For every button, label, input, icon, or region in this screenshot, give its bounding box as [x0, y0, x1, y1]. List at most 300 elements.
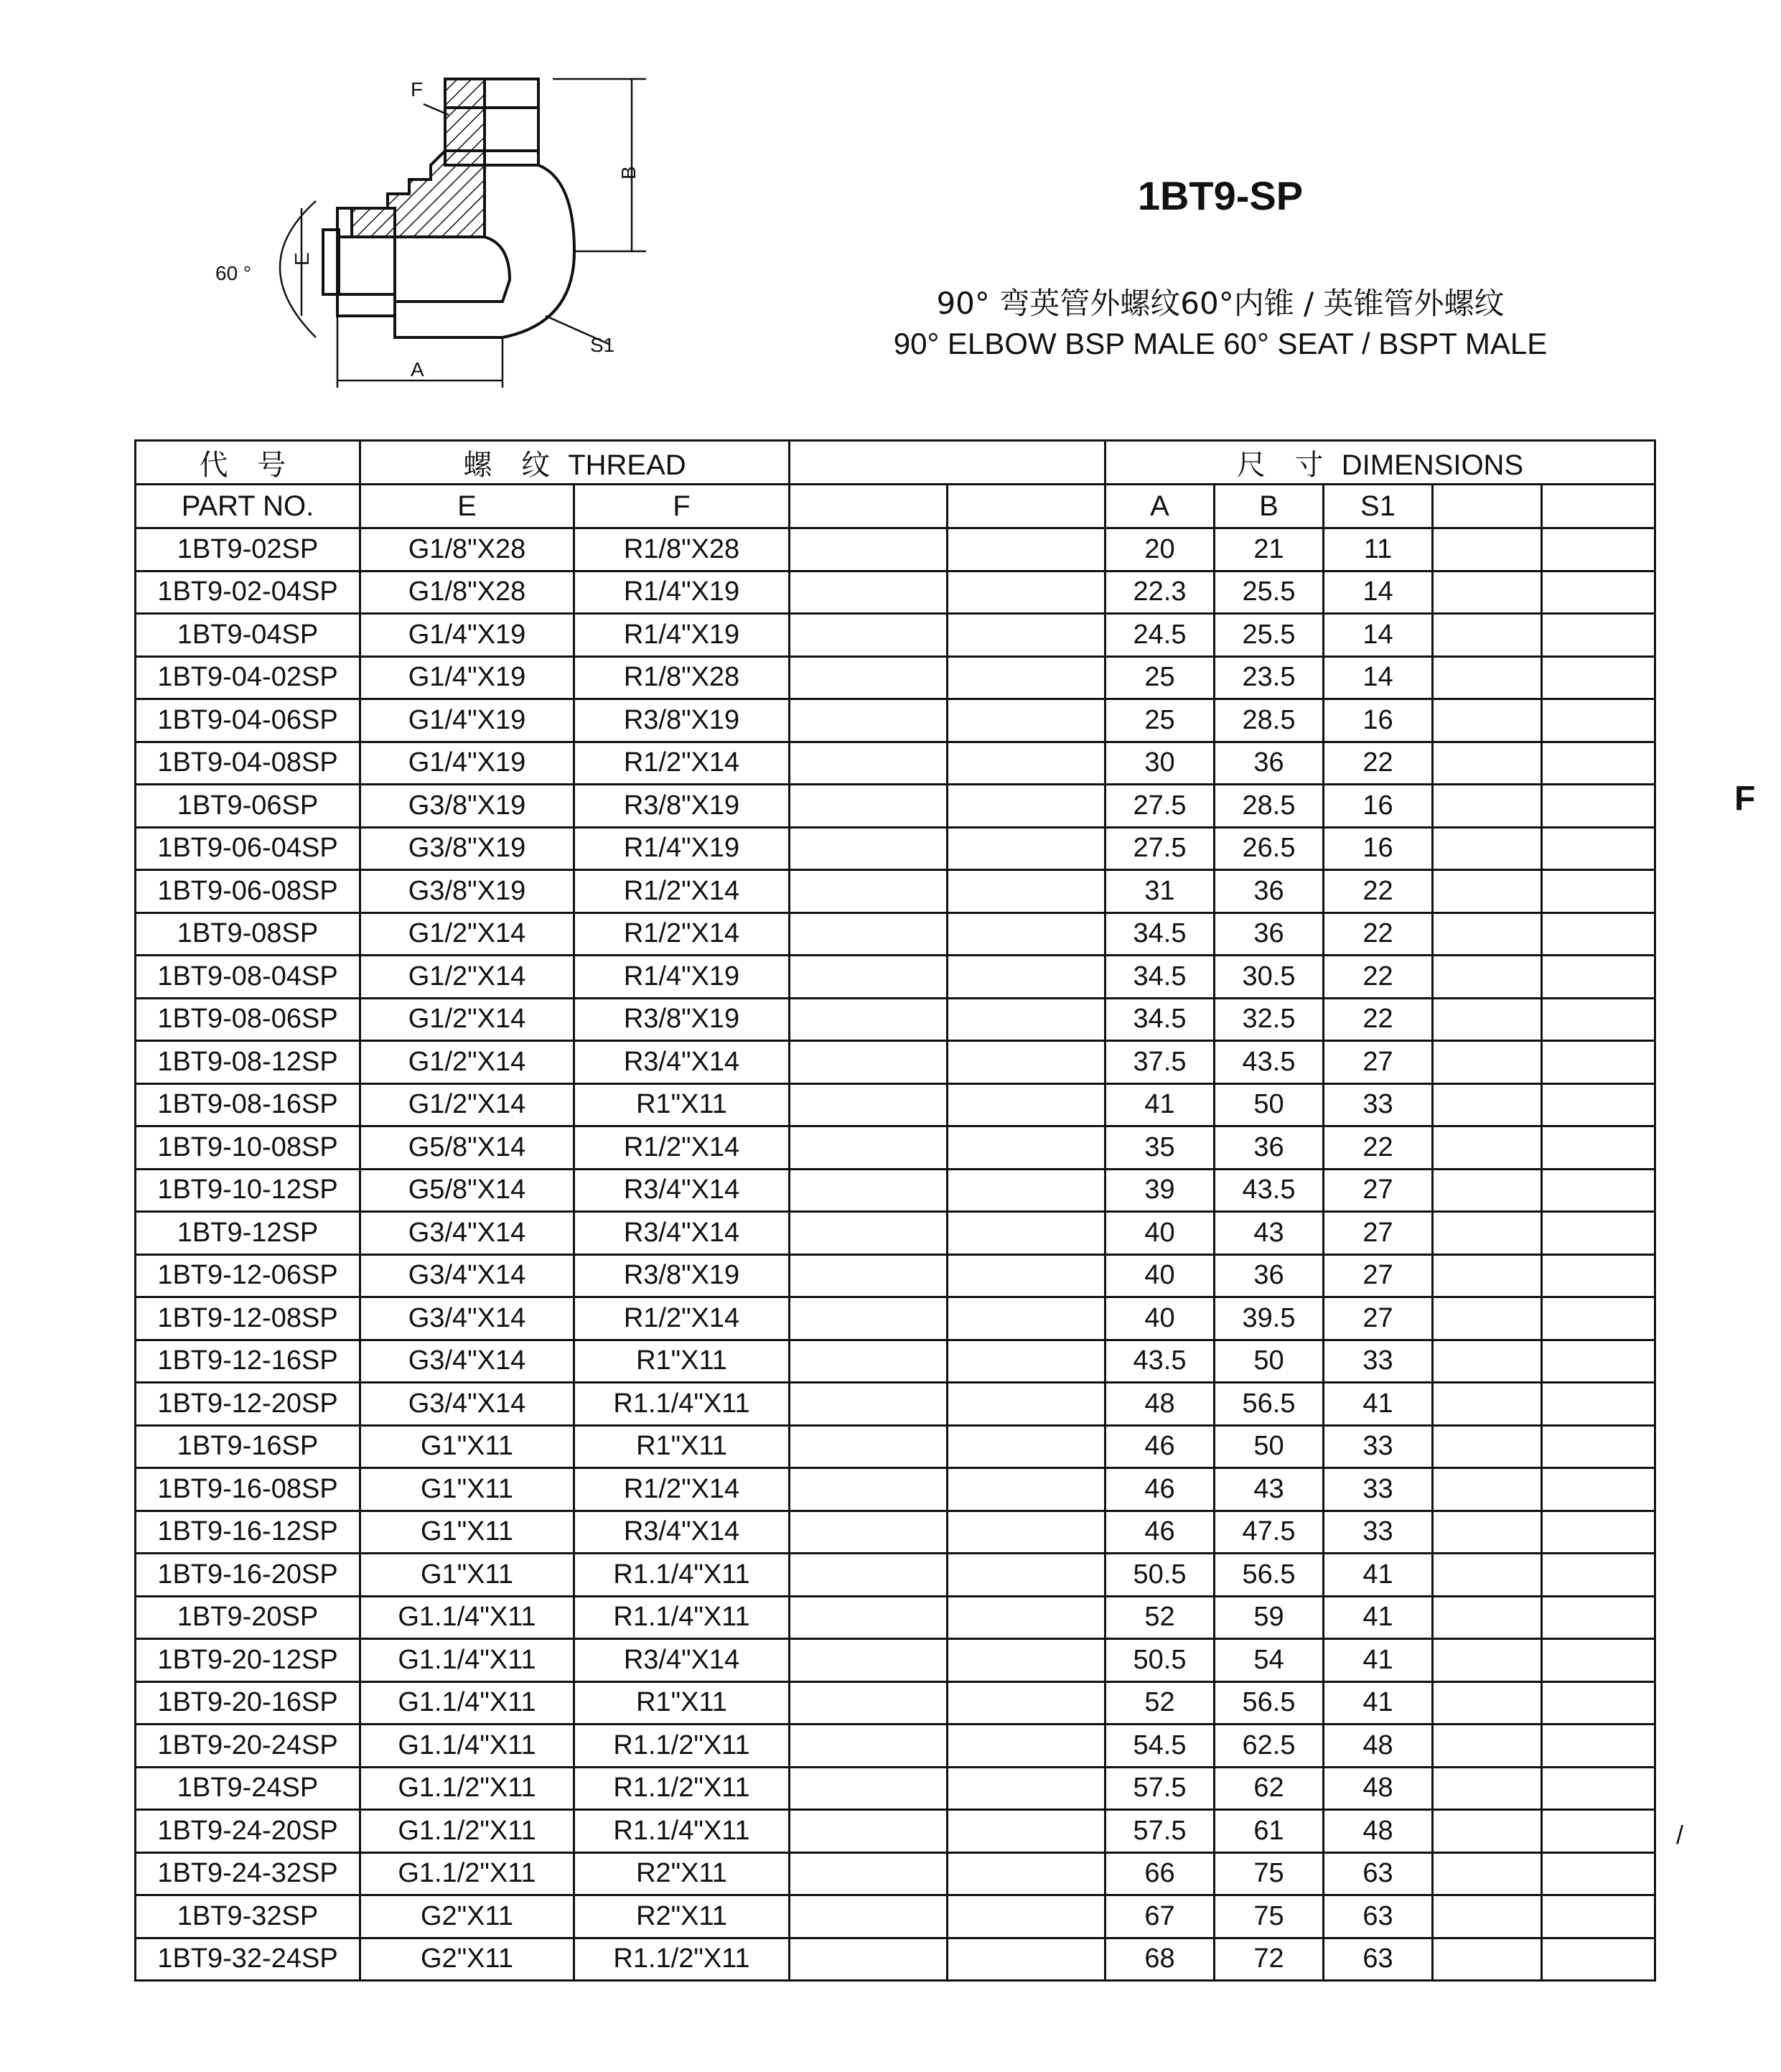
blank-cell: [1433, 1340, 1542, 1383]
thread-f-cell: R3/4"X14: [574, 1212, 790, 1255]
blank-col-header: [948, 485, 1105, 528]
thread-cn: 螺 纹: [463, 448, 561, 482]
blank-cell: [948, 1041, 1105, 1084]
dim-b-cell: 47.5: [1215, 1511, 1324, 1554]
thread-f-cell: R1/2"X14: [574, 1297, 790, 1340]
part-no-cell: 1BT9-32SP: [136, 1895, 360, 1938]
dim-s1-cell: 27: [1324, 1297, 1433, 1340]
blank-cell: [1433, 1425, 1542, 1468]
thread-f-cell: R1/2"X14: [574, 1126, 790, 1170]
dim-a-cell: 46: [1105, 1468, 1215, 1511]
stray-mark: /: [1676, 1820, 1684, 1849]
table-row: [136, 998, 1655, 1041]
thread-f-cell: R3/4"X14: [574, 1041, 790, 1084]
blank-cell: [790, 1083, 948, 1126]
table-row: [136, 785, 1655, 828]
label-e: E: [291, 252, 313, 266]
dim-a-cell: 68: [1105, 1938, 1215, 1981]
dim-b-cell: 36: [1215, 1126, 1324, 1170]
thread-f-cell: R1.1/2"X11: [574, 1938, 790, 1981]
blank-cell: [1433, 1297, 1542, 1340]
thread-f-cell: R3/8"X19: [574, 785, 790, 828]
thread-e-cell: G3/4"X14: [360, 1383, 574, 1426]
thread-f-cell: R2"X11: [574, 1895, 790, 1938]
blank-cell: [948, 1938, 1105, 1981]
thread-e-cell: G1"X11: [360, 1468, 574, 1511]
col-f-header: F: [574, 485, 790, 528]
blank-cell: [1542, 1639, 1655, 1682]
table-row: [136, 913, 1655, 956]
dim-a-cell: 52: [1105, 1596, 1215, 1639]
dims-cn: 尺 寸: [1236, 448, 1334, 482]
thread-f-cell: R1/4"X19: [574, 614, 790, 657]
blank-cell: [1433, 1596, 1542, 1639]
dim-a-cell: 40: [1105, 1212, 1215, 1255]
thread-e-cell: G3/8"X19: [360, 827, 574, 870]
table-row: [136, 1297, 1655, 1340]
thread-f-cell: R3/4"X14: [574, 1169, 790, 1212]
dim-b-cell: 36: [1215, 742, 1324, 785]
table-row: [136, 1895, 1655, 1938]
blank-cell: [1433, 1383, 1542, 1426]
blank-cell: [1433, 1169, 1542, 1212]
thread-e-cell: G3/8"X19: [360, 870, 574, 913]
thread-e-cell: G1/2"X14: [360, 998, 574, 1041]
blank-cell: [1542, 1852, 1655, 1895]
dim-s1-cell: 48: [1324, 1725, 1433, 1768]
blank-cell: [790, 1041, 948, 1084]
blank-cell: [1542, 656, 1655, 699]
blank-cell: [790, 1254, 948, 1297]
dim-s1-cell: 14: [1324, 656, 1433, 699]
blank-cell: [1542, 1468, 1655, 1511]
blank-cell: [1433, 614, 1542, 657]
blank-cell: [948, 1126, 1105, 1170]
dim-s1-cell: 22: [1324, 1126, 1433, 1170]
blank-cell: [790, 1639, 948, 1682]
blank-cell: [790, 1767, 948, 1810]
dim-b-cell: 75: [1215, 1895, 1324, 1938]
blank-cell: [948, 1554, 1105, 1597]
dim-a-cell: 27.5: [1105, 827, 1215, 870]
blank-cell: [790, 1212, 948, 1255]
dim-s1-cell: 27: [1324, 1169, 1433, 1212]
part-no-cell: 1BT9-04-02SP: [136, 656, 360, 699]
dim-s1-cell: 22: [1324, 870, 1433, 913]
dim-s1-cell: 33: [1324, 1425, 1433, 1468]
blank-col-header: [790, 485, 948, 528]
blank-cell: [1542, 785, 1655, 828]
thread-e-cell: G2"X11: [360, 1895, 574, 1938]
part-no-cell: 1BT9-24SP: [136, 1767, 360, 1810]
blank-cell: [1433, 1895, 1542, 1938]
dim-b-cell: 32.5: [1215, 998, 1324, 1041]
blank-cell: [790, 1681, 948, 1725]
blank-cell: [948, 1340, 1105, 1383]
blank-cell: [1542, 1810, 1655, 1853]
col-e-header: E: [360, 485, 574, 528]
dim-a-cell: 24.5: [1105, 614, 1215, 657]
part-no-cell: 1BT9-16-08SP: [136, 1468, 360, 1511]
part-no-cell: 1BT9-32-24SP: [136, 1938, 360, 1981]
thread-f-cell: R1/4"X19: [574, 956, 790, 999]
dim-b-cell: 39.5: [1215, 1297, 1324, 1340]
dim-s1-cell: 33: [1324, 1340, 1433, 1383]
blank-cell: [790, 742, 948, 785]
thread-e-cell: G3/8"X19: [360, 785, 574, 828]
blank-cell: [1433, 1041, 1542, 1084]
blank-cell: [1542, 528, 1655, 571]
blank-cell: [790, 1126, 948, 1170]
thread-e-cell: G1.1/4"X11: [360, 1681, 574, 1725]
part-no-cell: 1BT9-04-08SP: [136, 742, 360, 785]
dim-a-cell: 34.5: [1105, 913, 1215, 956]
blank-cell: [1542, 998, 1655, 1041]
part-no-cell: 1BT9-02SP: [136, 528, 360, 571]
dim-b-cell: 28.5: [1215, 785, 1324, 828]
thread-e-cell: G3/4"X14: [360, 1297, 574, 1340]
blank-cell: [790, 1810, 948, 1853]
blank-cell: [790, 1297, 948, 1340]
blank-cell: [1433, 1126, 1542, 1170]
blank-cell: [1542, 1254, 1655, 1297]
table-row: [136, 1425, 1655, 1468]
table-row: [136, 1938, 1655, 1981]
blank-cell: [790, 528, 948, 571]
blank-cell: [948, 1639, 1105, 1682]
dim-a-cell: 20: [1105, 528, 1215, 571]
blank-cell: [790, 571, 948, 614]
blank-cell: [1542, 1340, 1655, 1383]
dim-s1-cell: 33: [1324, 1468, 1433, 1511]
dim-b-cell: 50: [1215, 1083, 1324, 1126]
blank-cell: [1542, 1169, 1655, 1212]
dim-b-cell: 72: [1215, 1938, 1324, 1981]
fitting-outline: [323, 79, 574, 337]
dim-b-cell: 50: [1215, 1340, 1324, 1383]
blank-cell: [1542, 1083, 1655, 1126]
dim-b-cell: 62: [1215, 1767, 1324, 1810]
blank-cell: [1433, 1254, 1542, 1297]
dim-b-cell: 56.5: [1215, 1681, 1324, 1725]
blank-cell: [1542, 913, 1655, 956]
dim-a-cell: 39: [1105, 1169, 1215, 1212]
blank-cell: [948, 1767, 1105, 1810]
table-row: [136, 1212, 1655, 1255]
thread-f-cell: R1/2"X14: [574, 742, 790, 785]
blank-cell: [1542, 614, 1655, 657]
table-row: [136, 1681, 1655, 1725]
thread-e-cell: G2"X11: [360, 1938, 574, 1981]
table-row: [136, 1083, 1655, 1126]
blank-cell: [1542, 699, 1655, 742]
blank-cell: [1542, 1297, 1655, 1340]
thread-e-cell: G3/4"X14: [360, 1212, 574, 1255]
blank-cell: [790, 998, 948, 1041]
part-no-cell: 1BT9-04-06SP: [136, 699, 360, 742]
blank-cell: [1542, 1596, 1655, 1639]
part-no-cn: 代 号: [199, 448, 296, 482]
dim-s1-cell: 27: [1324, 1212, 1433, 1255]
dim-s1-cell: 14: [1324, 614, 1433, 657]
dim-a-cell: 67: [1105, 1895, 1215, 1938]
part-no-cell: 1BT9-16-20SP: [136, 1554, 360, 1597]
dim-a-cell: 57.5: [1105, 1767, 1215, 1810]
thread-e-cell: G1/8"X28: [360, 571, 574, 614]
dim-s1-cell: 41: [1324, 1596, 1433, 1639]
dim-s1-cell: 41: [1324, 1383, 1433, 1426]
dim-s1-cell: 48: [1324, 1810, 1433, 1853]
blank-cell: [790, 1596, 948, 1639]
blank-cell: [948, 1681, 1105, 1725]
dim-a-cell: 30: [1105, 742, 1215, 785]
blank-cell: [1542, 1681, 1655, 1725]
dim-a-cell: 31: [1105, 870, 1215, 913]
blank-cell: [948, 528, 1105, 571]
table-row: [136, 614, 1655, 657]
dim-s1-cell: 22: [1324, 998, 1433, 1041]
table-row: [136, 1810, 1655, 1853]
blank-cell: [1433, 1554, 1542, 1597]
dim-a-cell: 25: [1105, 656, 1215, 699]
blank-cell: [790, 1468, 948, 1511]
blank-cell: [1433, 913, 1542, 956]
blank-cell: [1433, 827, 1542, 870]
thread-e-cell: G1/4"X19: [360, 699, 574, 742]
dim-s1-cell: 16: [1324, 785, 1433, 828]
blank-cell: [948, 1083, 1105, 1126]
table-row: [136, 528, 1655, 571]
dim-a-cell: 50.5: [1105, 1639, 1215, 1682]
dim-b-cell: 54: [1215, 1639, 1324, 1682]
part-no-cell: 1BT9-12-08SP: [136, 1297, 360, 1340]
part-no-cell: 1BT9-10-12SP: [136, 1169, 360, 1212]
dim-a-cell: 35: [1105, 1126, 1215, 1170]
table-row: [136, 827, 1655, 870]
dim-b-cell: 43.5: [1215, 1169, 1324, 1212]
thread-e-cell: G1.1/4"X11: [360, 1725, 574, 1768]
blank-cell: [948, 1596, 1105, 1639]
blank-cell: [1542, 1126, 1655, 1170]
dim-s1-cell: 41: [1324, 1681, 1433, 1725]
part-no-cell: 1BT9-12-16SP: [136, 1340, 360, 1383]
dim-s1-cell: 63: [1324, 1852, 1433, 1895]
blank-cell: [1542, 1212, 1655, 1255]
part-no-cell: 1BT9-06-08SP: [136, 870, 360, 913]
table-row: [136, 656, 1655, 699]
blank-cell: [1542, 1938, 1655, 1981]
part-no-cell: 1BT9-20SP: [136, 1596, 360, 1639]
dim-s1-cell: 11: [1324, 528, 1433, 571]
table-row: [136, 1169, 1655, 1212]
dim-b-cell: 36: [1215, 870, 1324, 913]
blank-cell: [948, 785, 1105, 828]
thread-e-cell: G1.1/2"X11: [360, 1810, 574, 1853]
dim-b-cell: 23.5: [1215, 656, 1324, 699]
blank-cell: [790, 1169, 948, 1212]
dim-a-cell: 54.5: [1105, 1725, 1215, 1768]
blank-cell: [1433, 1468, 1542, 1511]
blank-cell: [1542, 870, 1655, 913]
dim-a-cell: 50.5: [1105, 1554, 1215, 1597]
blank-cell: [1542, 1511, 1655, 1554]
thread-e-cell: G5/8"X14: [360, 1126, 574, 1170]
dim-b-cell: 36: [1215, 913, 1324, 956]
dim-a-cell: 40: [1105, 1254, 1215, 1297]
part-no-cell: 1BT9-04SP: [136, 614, 360, 657]
blank-cell: [948, 1725, 1105, 1768]
blank-cell: [948, 742, 1105, 785]
dim-a-cell: 66: [1105, 1852, 1215, 1895]
dim-a-cell: 34.5: [1105, 956, 1215, 999]
table-row: [136, 1468, 1655, 1511]
thread-e-cell: G1/2"X14: [360, 956, 574, 999]
blank-cell: [790, 785, 948, 828]
blank-cell: [1433, 571, 1542, 614]
part-no-cell: 1BT9-06-04SP: [136, 827, 360, 870]
header-row-1: [136, 441, 1655, 485]
thread-f-cell: R3/4"X14: [574, 1639, 790, 1682]
dim-b-cell: 59: [1215, 1596, 1324, 1639]
thread-e-cell: G1.1/2"X11: [360, 1767, 574, 1810]
blank-cell: [1433, 998, 1542, 1041]
blank-cell: [948, 1169, 1105, 1212]
blank-cell: [1542, 1383, 1655, 1426]
blank-cell: [948, 1852, 1105, 1895]
table-row: [136, 956, 1655, 999]
dim-s1-cell: 33: [1324, 1083, 1433, 1126]
thread-e-cell: G1.1/4"X11: [360, 1639, 574, 1682]
dim-b-cell: 56.5: [1215, 1383, 1324, 1426]
blank-cell: [790, 870, 948, 913]
dim-b-cell: 43: [1215, 1468, 1324, 1511]
dim-s1-cell: 16: [1324, 827, 1433, 870]
blank-cell: [1542, 827, 1655, 870]
thread-e-cell: G1/8"X28: [360, 528, 574, 571]
blank-cell: [790, 614, 948, 657]
blank-cell: [948, 956, 1105, 999]
thread-en: THREAD: [568, 449, 686, 481]
blank-cell: [1433, 1852, 1542, 1895]
part-no-cell: 1BT9-24-32SP: [136, 1852, 360, 1895]
part-no-cell: 1BT9-16SP: [136, 1425, 360, 1468]
table-row: [136, 1725, 1655, 1768]
blank-cell: [948, 699, 1105, 742]
blank-cell: [790, 827, 948, 870]
thread-e-cell: G1/2"X14: [360, 1083, 574, 1126]
thread-e-cell: G1"X11: [360, 1511, 574, 1554]
dim-s1-cell: 27: [1324, 1041, 1433, 1084]
dim-s1-cell: 41: [1324, 1639, 1433, 1682]
table-row: [136, 1596, 1655, 1639]
dims-en: DIMENSIONS: [1341, 449, 1524, 481]
label-f: F: [411, 78, 424, 101]
thread-f-cell: R1.1/4"X11: [574, 1810, 790, 1853]
dim-s1-cell: 63: [1324, 1938, 1433, 1981]
thread-e-cell: G1.1/2"X11: [360, 1852, 574, 1895]
blank-cell: [1433, 1938, 1542, 1981]
col-b-header: B: [1215, 485, 1324, 528]
thread-f-cell: R1/8"X28: [574, 656, 790, 699]
part-no-cell: 1BT9-06SP: [136, 785, 360, 828]
blank-cell: [1542, 1425, 1655, 1468]
blank-cell: [1542, 1895, 1655, 1938]
part-no-en-header: PART NO.: [136, 485, 360, 528]
dimensions-header: [1105, 441, 1655, 485]
part-no-cell: 1BT9-08-12SP: [136, 1041, 360, 1084]
thread-f-cell: R1.1/4"X11: [574, 1596, 790, 1639]
blank-cell: [790, 1383, 948, 1426]
thread-e-cell: G1/4"X19: [360, 742, 574, 785]
dim-a-cell: 22.3: [1105, 571, 1215, 614]
blank-col-header: [1433, 485, 1542, 528]
part-no-cell: 1BT9-12-20SP: [136, 1383, 360, 1426]
label-b: B: [617, 166, 640, 179]
thread-f-cell: R1"X11: [574, 1425, 790, 1468]
blank-cell: [948, 1254, 1105, 1297]
dim-a-cell: 41: [1105, 1083, 1215, 1126]
blank-cell: [948, 870, 1105, 913]
thread-f-cell: R1/2"X14: [574, 1468, 790, 1511]
thread-e-cell: G1/4"X19: [360, 614, 574, 657]
thread-e-cell: G1/2"X14: [360, 1041, 574, 1084]
blank-cell: [1542, 1725, 1655, 1768]
blank-cell: [948, 571, 1105, 614]
dim-b-cell: 25.5: [1215, 614, 1324, 657]
blank-cell: [1542, 742, 1655, 785]
dim-a-cell: 46: [1105, 1511, 1215, 1554]
dim-a-cell: 46: [1105, 1425, 1215, 1468]
blank-cell: [948, 998, 1105, 1041]
blank-cell: [1542, 571, 1655, 614]
part-no-cell: 1BT9-02-04SP: [136, 571, 360, 614]
dim-s1-cell: 33: [1324, 1511, 1433, 1554]
blank-cell: [1433, 1083, 1542, 1126]
thread-f-cell: R3/8"X19: [574, 699, 790, 742]
label-a: A: [411, 358, 424, 381]
thread-e-cell: G1/2"X14: [360, 913, 574, 956]
blank-cell: [790, 699, 948, 742]
thread-f-cell: R1.1/2"X11: [574, 1725, 790, 1768]
blank-cell: [948, 913, 1105, 956]
blank-cell: [948, 1297, 1105, 1340]
blank-cell: [948, 1895, 1105, 1938]
part-no-cell: 1BT9-08SP: [136, 913, 360, 956]
dim-s1-cell: 22: [1324, 913, 1433, 956]
blank-cell: [790, 1554, 948, 1597]
label-angle: 60 °: [215, 262, 252, 284]
blank-cell: [1433, 699, 1542, 742]
dim-s1-cell: 22: [1324, 742, 1433, 785]
blank-cell: [1433, 1810, 1542, 1853]
thread-e-cell: G5/8"X14: [360, 1169, 574, 1212]
table-row: [136, 1554, 1655, 1597]
thread-e-cell: G1.1/4"X11: [360, 1596, 574, 1639]
blank-cell: [1433, 870, 1542, 913]
blank-cell: [1542, 956, 1655, 999]
dim-b-cell: 43.5: [1215, 1041, 1324, 1084]
blank-cell: [1433, 1511, 1542, 1554]
table-row: [136, 1767, 1655, 1810]
dim-s1-cell: 41: [1324, 1554, 1433, 1597]
blank-cell: [790, 1425, 948, 1468]
thread-f-cell: R1"X11: [574, 1340, 790, 1383]
blank-cell: [790, 913, 948, 956]
thread-e-cell: G3/4"X14: [360, 1254, 574, 1297]
dim-a-cell: 57.5: [1105, 1810, 1215, 1853]
blank-cell: [1433, 742, 1542, 785]
part-no-cell: 1BT9-08-04SP: [136, 956, 360, 999]
